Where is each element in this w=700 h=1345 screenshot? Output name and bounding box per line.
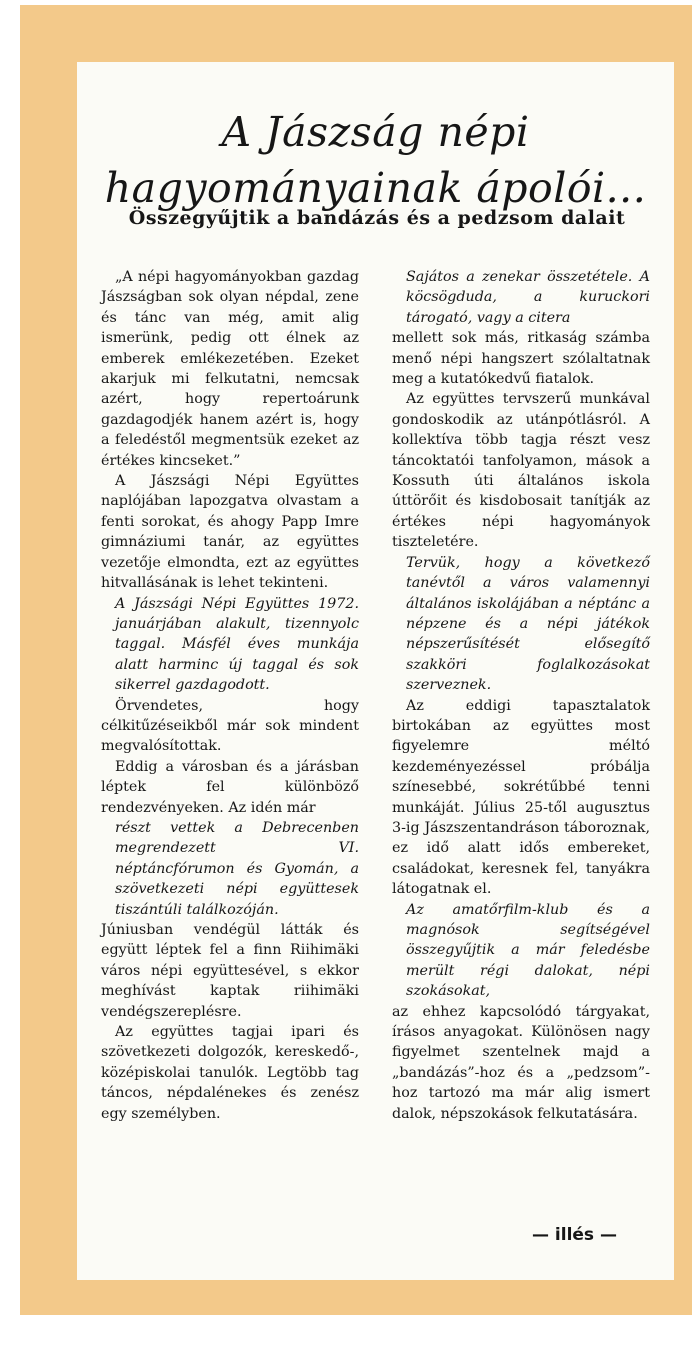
article-paragraph: Eddig a városban és a járásban léptek fel különböző rendezvényeken. Az idén már — [101, 758, 359, 816]
article-paragraph: A Jászsági Népi Együttes 1972. januárjában alakult, tizennyolc taggal. Másfél éves munkája alatt harminc új taggal és sok sikerrel gazdagodott. — [115, 595, 359, 694]
article-paragraph: Örvendetes, hogy célkitűzéseikből már sok mindent megvalósítottak. — [101, 697, 359, 755]
author-signature: — illés — — [532, 1225, 617, 1245]
article-paragraph: Az amatőrfilm-klub és a magnósok segítségével összegyűjtik a már feledésbe merült régi dalokat, népi szokásokat, — [406, 901, 650, 1000]
article-paragraph: Az együttes tagjai ipari és szövetkezeti dolgozók, kereskedő-, középiskolai tanulók. Legtöbb tag táncos, népdalénekes és zenész egy személyben. — [101, 1024, 359, 1122]
article-paragraph: Az együttes tervszerű munkával gondoskodik az utánpótlásról. A kollektíva több tagja részt vesz táncoktatói tanfolyamon, mások a Kossuth úti általános iskola úttörőit és kisdobosait tanítják az értékes népi hagyományok tiszteletére. — [392, 391, 650, 551]
article-paragraph: Tervük, hogy a következő tanévtől a város valamennyi általános iskolájában a néptánc a népzene és a népi játékok népszerűsítését elősegítő szakköri foglalkozásokat szerveznek. — [406, 554, 650, 694]
headline-line-2: hagyományainak ápolói... — [104, 164, 647, 212]
backing-board — [20, 5, 692, 1315]
article-subtitle: Összegyűjtik a bandázás és a pedzsom dalait — [128, 207, 626, 229]
article-paragraph: Júniusban vendégül látták és együtt léptek fel a finn Riihimäki város népi együttesével, s ekkor meghívást kaptak riihimäki vendégszereplésre. — [101, 922, 359, 1020]
article-paragraph: A Jászsági Népi Együttes naplójában lapozgatva olvastam a fenti sorokat, és ahogy Papp Imre gimnáziumi tanár, az együttes vezetője elmondta, ezt az együttes hitvallásának is lehet tekinteni. — [101, 473, 359, 592]
article-headline — [77, 104, 674, 216]
article-paragraph: Az eddigi tapasztalatok birtokában az együttes most figyelemre méltó kezdeményezéssel próbálja színesebbé, sokrétűbbé tenni munkáját. Július 25-től augusztus 3-ig Jászszentandráson táboroznak, ez idő alatt idős embereket, családokat, keresnek fel, tanyákra látogatnak el. — [392, 697, 650, 898]
article-paragraph: Sajátos a zenekar összetétele. A köcsögduda, a kuruckori tárogató, vagy a citera — [406, 269, 650, 326]
left-column — [101, 267, 359, 1124]
article-paragraph: mellett sok más, ritkaság számba menő népi hangszert szólaltatnak meg a kutatókedvű fiatalok. — [392, 330, 650, 388]
article-paragraph: részt vettek a Debrecenben megrendezett VI. néptáncfórumon és Gyomán, a szövetkezeti népi együttesek tiszántúli találkozóján. — [115, 819, 359, 918]
right-column — [392, 267, 650, 1124]
newspaper-clipping — [77, 62, 674, 1280]
article-paragraph: az ehhez kapcsolódó tárgyakat, írásos anyagokat. Különösen nagy figyelmet szentelnek majd a „bandázás”-hoz és a „pedzsom”-hoz tartozó ma már alig ismert dalok, népszokások felkutatására. — [392, 1003, 650, 1122]
headline-line-1: A Jászság népi — [221, 108, 530, 156]
article-paragraph: „A népi hagyományokban gazdag Jászságban sok olyan népdal, zene és tánc van még, amit alig ismerünk, pedig ott élnek az emberek emlékezetében. Ezeket akarjuk mi felkutatni, nemcsak azért, hogy repertoárunk gazdagodjék hanem azért is, hogy a feledéstől megmentsük ezeket az értékes kincseket.” — [101, 269, 359, 469]
